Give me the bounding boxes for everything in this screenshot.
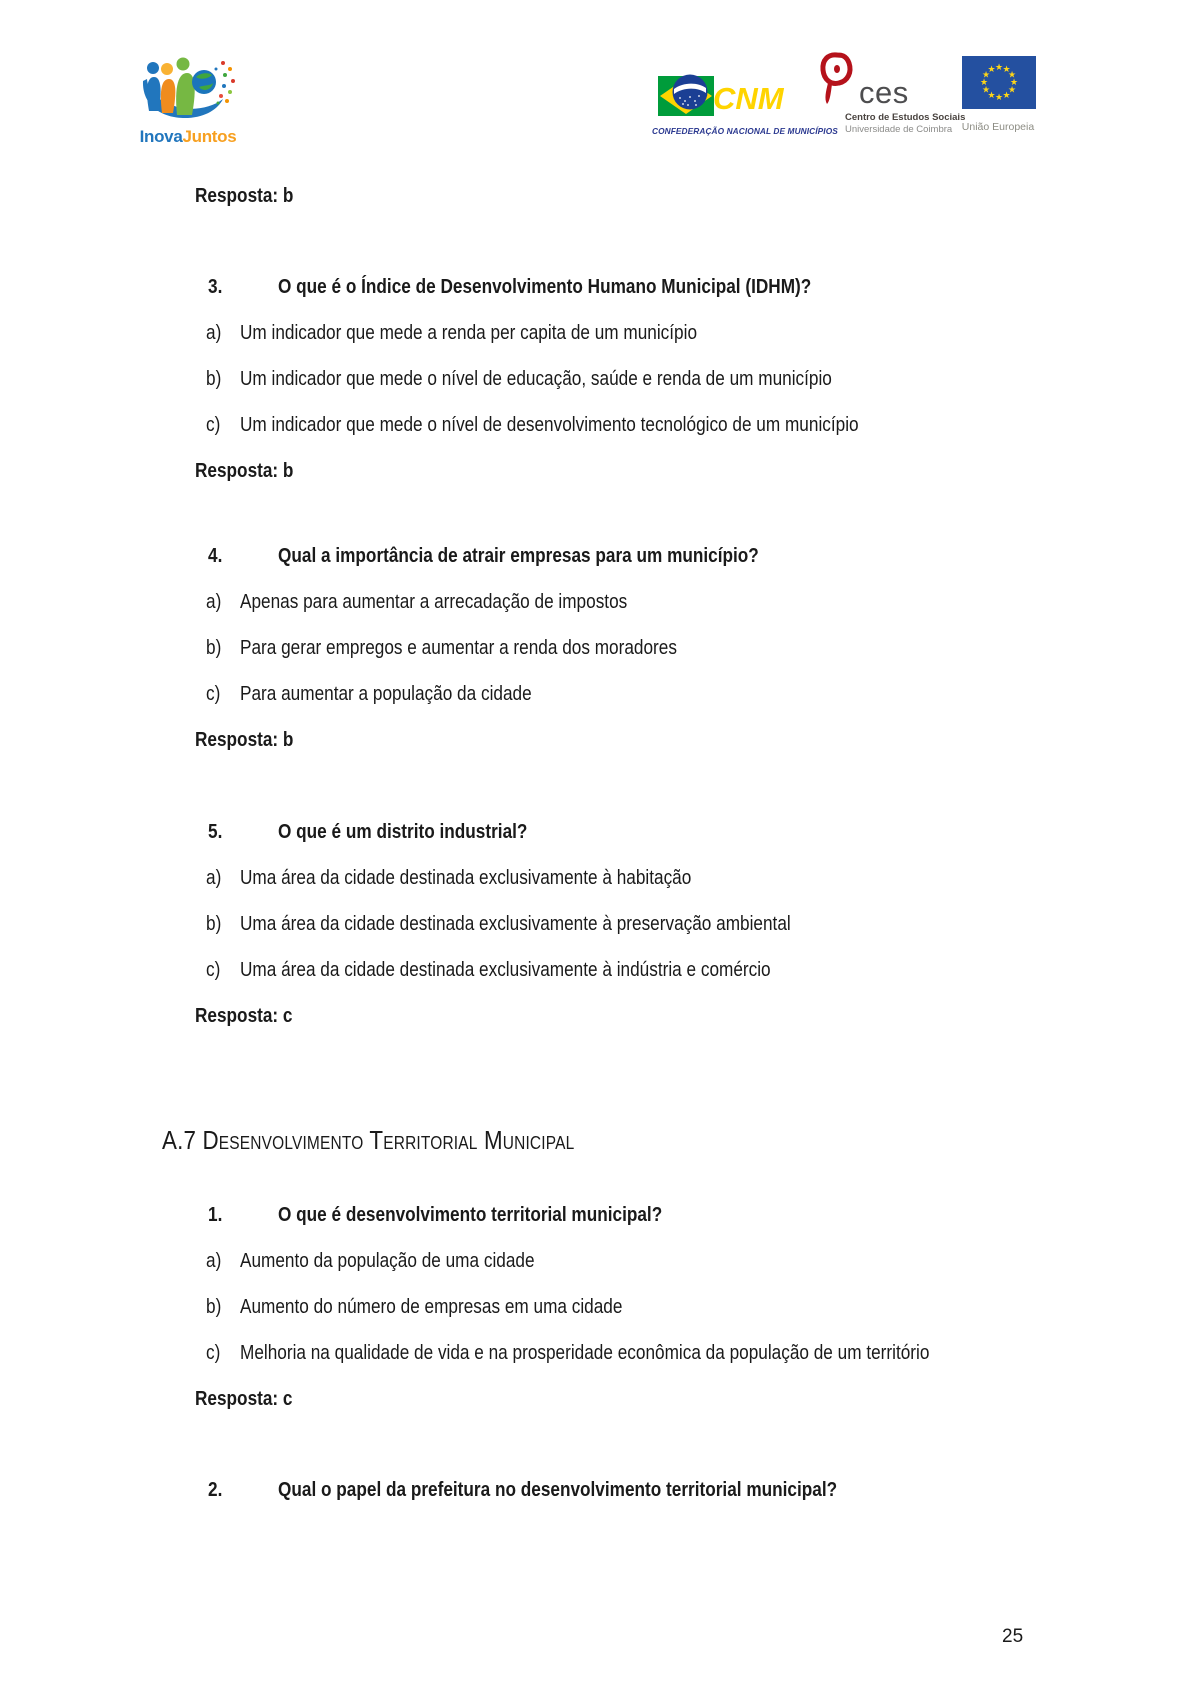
option-text: Melhoria na qualidade de vida e na prosperidade econômica da população de um território (240, 1342, 930, 1364)
ces-caption-line1: Centro de Estudos Sociais (845, 112, 966, 123)
cnm-flag-icon (652, 70, 792, 120)
question-1-block (0, 1202, 1190, 1414)
svg-text:★: ★ (979, 77, 989, 87)
svg-text:★: ★ (1007, 69, 1017, 80)
answer-text: Resposta: b (195, 185, 294, 207)
ces-logo (818, 50, 966, 135)
svg-text:★: ★ (981, 69, 991, 80)
option-letter: a) (206, 1250, 222, 1272)
answer-line (0, 1386, 1190, 1412)
question-4-block (0, 543, 1190, 755)
answer-line (0, 183, 1190, 209)
option-text: Um indicador que mede a renda per capita de um município (240, 322, 698, 344)
option-text: Um indicador que mede o nível de educação, saúde e renda de um município (240, 368, 832, 390)
svg-text:★: ★ (987, 90, 996, 100)
section-heading-row (0, 1124, 1190, 1156)
inovajuntos-logo (128, 55, 248, 147)
page-number: 25 (1002, 1626, 1024, 1647)
question-5-block (0, 819, 1190, 1031)
option-text: Para aumentar a população da cidade (240, 683, 532, 705)
cnm-logo (652, 70, 838, 136)
question-title: Qual a importância de atrair empresas para um município? (278, 545, 759, 567)
svg-text:★: ★ (1007, 84, 1017, 95)
question-row (0, 274, 1190, 300)
question-title: Qual o papel da prefeitura no desenvolvimento territorial municipal? (278, 1479, 838, 1501)
svg-text:★: ★ (987, 64, 996, 74)
inovajuntos-logo-icon (136, 55, 240, 121)
question-row (0, 819, 1190, 845)
option-letter: a) (206, 591, 222, 613)
option-row (0, 412, 1190, 438)
option-text: Aumento do número de empresas em uma cidade (240, 1296, 623, 1318)
answer-text: Resposta: c (195, 1005, 293, 1027)
answer-line (0, 727, 1190, 753)
option-row (0, 865, 1190, 891)
question-number: 4. (208, 545, 223, 567)
cnm-acronym: CNM (713, 81, 784, 116)
ces-acronym: ces (859, 74, 909, 110)
option-text: Um indicador que mede o nível de desenvolvimento tecnológico de um município (240, 414, 859, 436)
option-text: Para gerar empregos e aumentar a renda dos moradores (240, 637, 677, 659)
option-letter: a) (206, 322, 222, 344)
option-text: Uma área da cidade destinada exclusivamente à habitação (240, 867, 692, 889)
eu-flag-icon (962, 56, 1036, 109)
option-row (0, 320, 1190, 346)
option-row (0, 589, 1190, 615)
question-number: 2. (208, 1479, 223, 1501)
question-3-block (0, 274, 1190, 486)
svg-text:★: ★ (981, 84, 991, 95)
question-row (0, 543, 1190, 569)
option-letter: c) (206, 959, 221, 981)
answer-text: Resposta: b (195, 460, 294, 482)
option-row (0, 957, 1190, 983)
option-row (0, 1294, 1190, 1320)
answer-text: Resposta: c (195, 1388, 293, 1410)
svg-text:★: ★ (994, 62, 1004, 72)
option-letter: b) (206, 368, 222, 390)
ces-emblem-icon (818, 50, 856, 106)
answer-line (0, 1003, 1190, 1029)
option-letter: b) (206, 1296, 222, 1318)
option-letter: a) (206, 867, 222, 889)
option-row (0, 366, 1190, 392)
inova-text: Inova (139, 127, 183, 146)
inovajuntos-wordmark (128, 127, 248, 147)
question-number: 1. (208, 1204, 223, 1226)
question-row (0, 1202, 1190, 1228)
option-row (0, 1248, 1190, 1274)
option-letter: c) (206, 1342, 221, 1364)
question-2-row (0, 1477, 1190, 1503)
option-row (0, 911, 1190, 937)
option-text: Uma área da cidade destinada exclusivamente à preservação ambiental (240, 913, 791, 935)
ces-caption-line2: Universidade de Coimbra (845, 124, 953, 135)
section-heading: A.7 Desenvolvimento Territorial Municipal (162, 1125, 575, 1155)
answer-text: Resposta: b (195, 729, 294, 751)
question-number: 5. (208, 821, 223, 843)
cnm-caption: CONFEDERAÇÃO NACIONAL DE MUNICÍPIOS (652, 126, 838, 136)
eu-logo (958, 56, 1038, 133)
option-row (0, 635, 1190, 661)
option-text: Uma área da cidade destinada exclusivamente à indústria e comércio (240, 959, 771, 981)
svg-text:★: ★ (994, 92, 1004, 102)
eu-caption: União Europeia (961, 121, 1035, 133)
option-letter: b) (206, 913, 222, 935)
option-letter: c) (206, 683, 221, 705)
svg-text:★: ★ (1002, 90, 1011, 100)
option-text: Apenas para aumentar a arrecadação de impostos (240, 591, 628, 613)
svg-text:★: ★ (1002, 64, 1011, 74)
question-number: 3. (208, 276, 223, 298)
question-title: O que é um distrito industrial? (278, 821, 528, 843)
option-letter: b) (206, 637, 222, 659)
svg-text:★: ★ (1009, 77, 1019, 87)
option-letter: c) (206, 414, 221, 436)
question-title: O que é desenvolvimento territorial municipal? (278, 1204, 663, 1226)
question-title: O que é o Índice de Desenvolvimento Humano Municipal (IDHM)? (278, 276, 812, 298)
answer-line (0, 458, 1190, 484)
option-text: Aumento da população de uma cidade (240, 1250, 535, 1272)
option-row (0, 681, 1190, 707)
juntos-text: Juntos (182, 127, 237, 146)
option-row (0, 1340, 1190, 1366)
